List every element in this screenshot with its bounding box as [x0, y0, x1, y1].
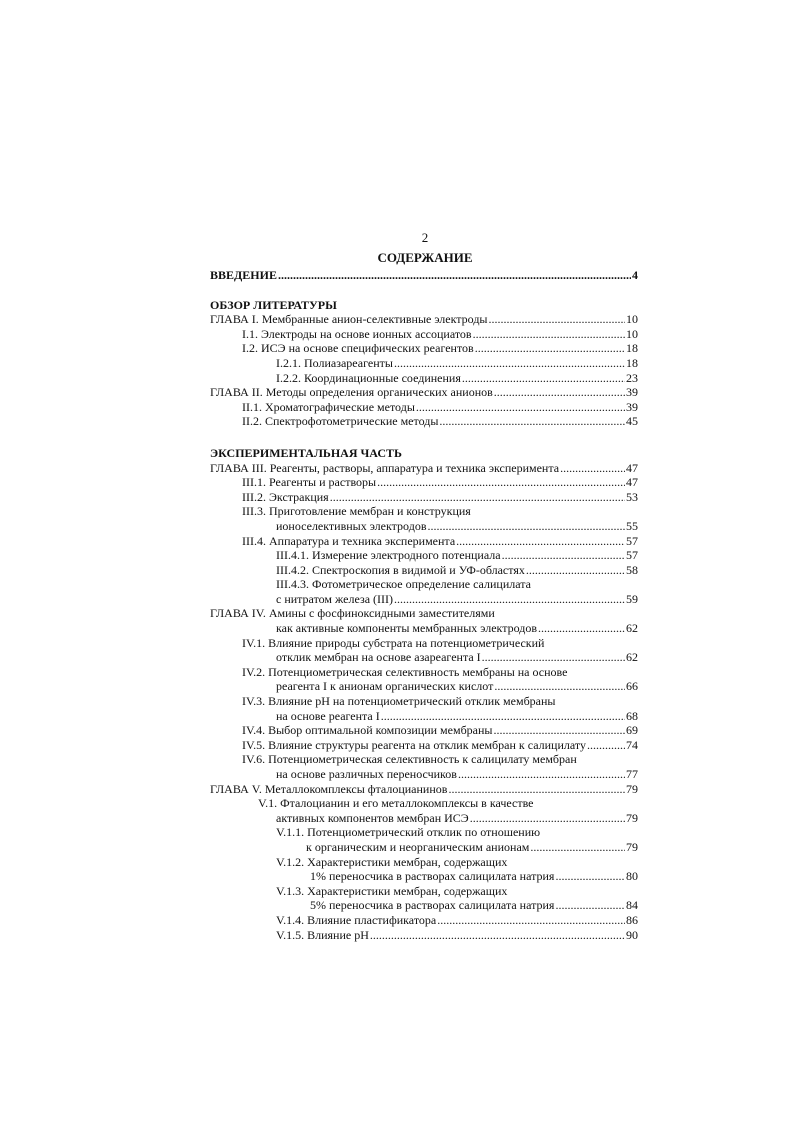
toc-entry [210, 898, 638, 913]
toc-entry [210, 312, 638, 327]
toc-entry [210, 840, 638, 855]
toc-leader-dots [475, 341, 625, 356]
toc-entry-page: 69 [626, 723, 638, 738]
toc-entry-title: как активные компоненты мембранных электродов [276, 621, 538, 636]
toc-entry-page: 68 [626, 708, 638, 723]
toc-entry-page: 59 [626, 591, 638, 606]
toc-entry-line: V.1. Фталоцианин и его металлокомплексы в качестве [258, 796, 534, 811]
toc-entry-line: III.4.3. Фотометрическое определение салицилата [276, 577, 531, 592]
toc-entry-title: III.4. Аппаратура и техника эксперимента [242, 533, 456, 548]
toc-entry-title: II.1. Хроматографические методы [242, 399, 415, 414]
toc-entry-title: ГЛАВА II. Методы определения органических анионов [210, 385, 493, 400]
toc-title: СОДЕРЖАНИЕ [377, 250, 473, 265]
toc-entry-page: 77 [626, 767, 638, 781]
toc-leader-dots [526, 563, 625, 578]
toc-leader-dots [394, 356, 625, 371]
toc-entry [210, 548, 638, 563]
toc-leader-dots [470, 811, 625, 826]
toc-leader-dots [394, 592, 625, 607]
toc-entry-title: активных компонентов мембран ИСЭ [276, 810, 469, 825]
toc-entry-page: 86 [626, 912, 638, 927]
toc-section-heading: ЭКСПЕРИМЕНТАЛЬНАЯ ЧАСТЬ [210, 445, 402, 460]
toc-leader-dots [538, 621, 625, 636]
toc-entry [210, 563, 638, 578]
toc-entry-page: 57 [626, 548, 638, 563]
toc-entry-page: 18 [626, 355, 638, 370]
toc-entry-page: 79 [626, 810, 638, 825]
toc-leader-dots [439, 414, 625, 429]
toc-leader-dots [489, 312, 626, 327]
toc-entry-title: III.2. Экстракция [242, 489, 329, 504]
toc-entry [210, 414, 638, 429]
toc-leader-dots [437, 913, 625, 928]
toc-entry [210, 709, 638, 724]
toc-leader-dots [330, 490, 625, 505]
toc-entry-title: ГЛАВА V. Металлокомплексы фталоцианинов [210, 781, 448, 796]
toc-entry [210, 475, 638, 490]
toc-spacer [210, 429, 638, 446]
toc-entry-page: 53 [626, 489, 638, 504]
toc-leader-dots [427, 519, 625, 534]
toc-entry-title: I.1. Электроды на основе ионных ассоциатов [242, 326, 472, 341]
toc-leader-dots [278, 268, 631, 283]
toc-spacer [210, 283, 638, 298]
toc-leader-dots [462, 371, 625, 386]
toc-entry-title: I.2. ИСЭ на основе специфических реагентов [242, 341, 474, 356]
toc-entry-page: 62 [626, 621, 638, 636]
toc-entry-page: 39 [626, 385, 638, 400]
toc-entry [210, 327, 638, 342]
toc-entry-title: реагента I к анионам органических кислот [276, 679, 494, 694]
toc-entry-title: ВВЕДЕНИЕ [210, 268, 277, 282]
toc-entry-line: IV.3. Влияние pH на потенциометрический отклик мембраны [242, 694, 556, 709]
toc-entry [210, 738, 638, 753]
toc-entry-title: IV.5. Влияние структуры реагента на отклик мембран к салицилату [242, 737, 586, 752]
toc-section-heading: ОБЗОР ЛИТЕРАТУРЫ [210, 297, 337, 312]
toc-entry [210, 723, 638, 738]
toc-entry-title: I.2.1. Полиазареагенты [276, 355, 393, 370]
toc-leader-dots [494, 679, 625, 694]
toc-entry-page: 10 [626, 326, 638, 341]
toc-entry-page: 10 [626, 312, 638, 327]
toc-entry-line: V.1.1. Потенциометрический отклик по отношению [276, 825, 541, 840]
toc-leader-dots [456, 534, 625, 549]
toc-leader-dots [587, 738, 625, 753]
toc-leader-dots [555, 869, 625, 884]
toc-entry-page: 90 [626, 927, 638, 942]
toc-entry-page: 47 [626, 475, 638, 490]
toc-entry-title: на основе реагента I [276, 708, 380, 723]
toc-entry-page: 23 [626, 370, 638, 385]
toc-entry-title: V.1.4. Влияние пластификатора [276, 912, 437, 927]
toc-leader-dots [381, 709, 625, 724]
toc-entry-title: II.2. Спектрофотометрические методы [242, 414, 439, 429]
toc-entry-line: IV.2. Потенциометрическая селективность мембраны на основе [242, 664, 568, 679]
toc-leader-dots [448, 782, 625, 797]
toc-entry-page: 4 [632, 268, 638, 282]
toc-entry-title: III.4.1. Измерение электродного потенциала [276, 548, 501, 563]
toc-leader-dots [494, 385, 625, 400]
toc-entry-title: III.4.2. Спектроскопия в видимой и УФ-областях [276, 562, 525, 577]
toc-entry-page: 55 [626, 518, 638, 533]
toc-entry-page: 45 [626, 414, 638, 429]
toc-entry-title: отклик мембран на основе азареагента I [276, 650, 481, 665]
toc-entry [210, 371, 638, 386]
toc-entry-title: на основе различных переносчиков [276, 767, 457, 781]
toc-entry-title: IV.4. Выбор оптимальной композиции мембраны [242, 723, 493, 738]
toc-entry-title: I.2.2. Координационные соединения [276, 370, 461, 385]
toc-entry [210, 650, 638, 665]
toc-entry-title: 5% переносчика в растворах салицилата натрия [310, 898, 555, 913]
toc-entry-line: V.1.2. Характеристики мембран, содержащих [276, 854, 508, 869]
toc-entry [210, 811, 638, 826]
toc-entry-page: 74 [626, 737, 638, 752]
toc-leader-dots [494, 723, 626, 738]
toc-entry [210, 782, 638, 797]
toc-entry-page: 84 [626, 898, 638, 913]
toc-leader-dots [560, 461, 625, 476]
toc-entry-line: IV.1. Влияние природы субстрата на потенциометрический [242, 635, 545, 650]
toc-entry [210, 913, 638, 928]
toc-leader-dots [370, 928, 625, 943]
toc-entry [210, 534, 638, 549]
toc-entry-title: ГЛАВА III. Реагенты, растворы, аппаратура и техника эксперимента [210, 460, 560, 475]
toc-entry-page: 18 [626, 341, 638, 356]
toc-entry-page: 79 [626, 781, 638, 796]
toc-entry-line: V.1.3. Характеристики мембран, содержащих [276, 883, 508, 898]
toc-entry [210, 928, 638, 943]
table-of-contents [210, 268, 638, 942]
toc-entry [210, 341, 638, 356]
toc-entry-page: 57 [626, 533, 638, 548]
toc-entry-title: к органическим и неорганическим анионам [306, 839, 530, 854]
toc-leader-dots [555, 898, 625, 913]
toc-entry [210, 767, 638, 782]
toc-entry-page: 62 [626, 650, 638, 665]
toc-entry-page: 58 [626, 562, 638, 577]
toc-entry-page: 79 [626, 839, 638, 854]
toc-leader-dots [482, 650, 625, 665]
toc-entry [210, 592, 638, 607]
toc-entry [210, 400, 638, 415]
toc-entry [210, 869, 638, 884]
toc-entry [210, 621, 638, 636]
toc-entry [210, 679, 638, 694]
toc-leader-dots [502, 548, 625, 563]
toc-entry [210, 356, 638, 371]
toc-entry [210, 268, 638, 283]
toc-entry-page: 80 [626, 869, 638, 884]
toc-entry-page: 39 [626, 399, 638, 414]
toc-entry [210, 461, 638, 476]
toc-leader-dots [473, 327, 625, 342]
toc-entry-line: IV.6. Потенциометрическая селективность к салицилату мембран [242, 752, 577, 767]
toc-entry-line: III.3. Приготовление мембран и конструкция [242, 504, 471, 519]
toc-entry [210, 490, 638, 505]
toc-entry-page: 66 [626, 679, 638, 694]
toc-entry-title: 1% переносчика в растворах салицилата натрия [310, 869, 555, 884]
toc-leader-dots [377, 475, 625, 490]
toc-entry [210, 385, 638, 400]
toc-entry-title: ГЛАВА I. Мембранные анион-селективные электроды [210, 312, 488, 327]
toc-leader-dots [530, 840, 625, 855]
toc-entry-title: с нитратом железа (III) [276, 591, 393, 606]
page-number: 2 [421, 230, 429, 245]
toc-leader-dots [458, 767, 625, 782]
toc-entry [210, 519, 638, 534]
toc-entry-page: 47 [626, 460, 638, 475]
toc-entry-title: III.1. Реагенты и растворы [242, 475, 377, 490]
toc-entry-title: ионоселективных электродов [276, 518, 427, 533]
toc-leader-dots [416, 400, 625, 415]
toc-entry-line: ГЛАВА IV. Амины с фосфиноксидными заместителями [210, 606, 495, 621]
toc-entry-title: V.1.5. Влияние pH [276, 927, 369, 942]
